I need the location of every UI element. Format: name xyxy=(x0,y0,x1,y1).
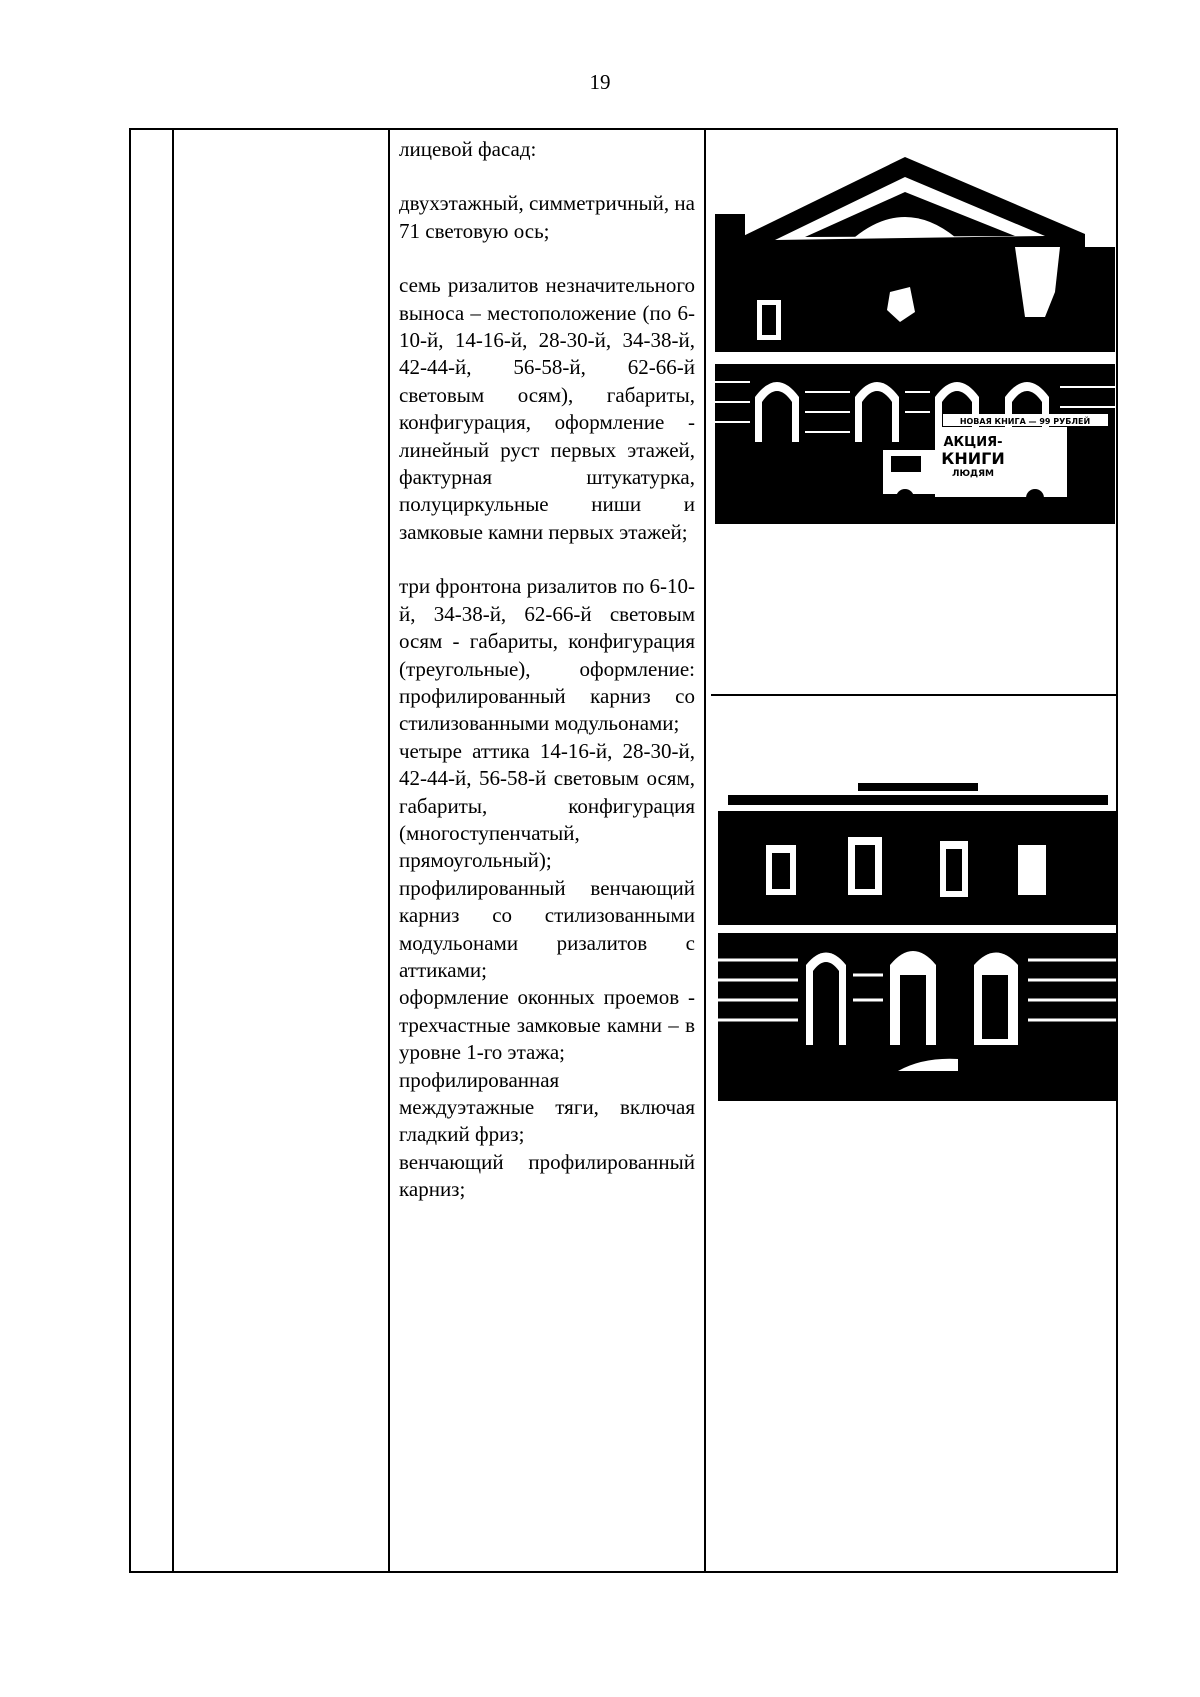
description-heading: лицевой фасад: xyxy=(399,137,537,161)
description-paragraph: оформление оконных проемов - трехчастные замковые камни – в уровне 1-го этажа; xyxy=(399,985,695,1065)
facade-description xyxy=(399,136,695,1204)
description-paragraph: четыре аттика 14-16-й, 28-30-й, 42-44-й, 56-58-й световым осям, габариты, конфигурация (многоступенчатый, прямоугольный); xyxy=(399,738,695,873)
shop-sign-text: НОВАЯ КНИГА — 99 РУБЛЕЙ xyxy=(959,417,1091,426)
truck-ad-line-3: ЛЮДЯМ xyxy=(952,469,994,479)
description-paragraph: профилированный венчающий карниз со стилизованными модульонами ризалитов с аттиками; xyxy=(399,875,695,982)
description-paragraph: три фронтона ризалитов по 6-10-й, 34-38-й, 62-66-й световым осям - габариты, конфигурация (треугольные), оформление: профилированный карниз со стилизованными модульонами; xyxy=(399,574,695,736)
column-divider-2 xyxy=(388,130,390,1571)
description-paragraph: двухэтажный, симметричный, на 71 световую ось; xyxy=(399,191,695,243)
page-number: 19 xyxy=(589,70,611,94)
truck-ad-line-1: АКЦИЯ- xyxy=(943,435,1003,450)
column-divider-3 xyxy=(704,130,706,1571)
description-paragraph: венчающий профилированный карниз; xyxy=(399,1149,695,1202)
truck-ad-line-2: КНИГИ xyxy=(941,449,1005,468)
photo-separator xyxy=(711,694,1116,696)
facade-photo-top xyxy=(715,152,1115,524)
facade-photo-bottom xyxy=(718,775,1116,1101)
description-paragraph: семь ризалитов незначительного выноса – местоположение (по 6-10-й, 14-16-й, 28-30-й, 34-38-й, 42-44-й, 56-58-й, 62-66-й световым осям), габариты, конфигурация, оформление - линейный руст первых этажей, фактурная штукатурка, полуциркульные ниши и замковые камни первых этажей; xyxy=(399,273,695,544)
column-divider-1 xyxy=(172,130,174,1571)
description-paragraph: профилированная междуэтажные тяги, включая гладкий фриз; xyxy=(399,1067,695,1147)
monument-table xyxy=(129,128,1118,1573)
